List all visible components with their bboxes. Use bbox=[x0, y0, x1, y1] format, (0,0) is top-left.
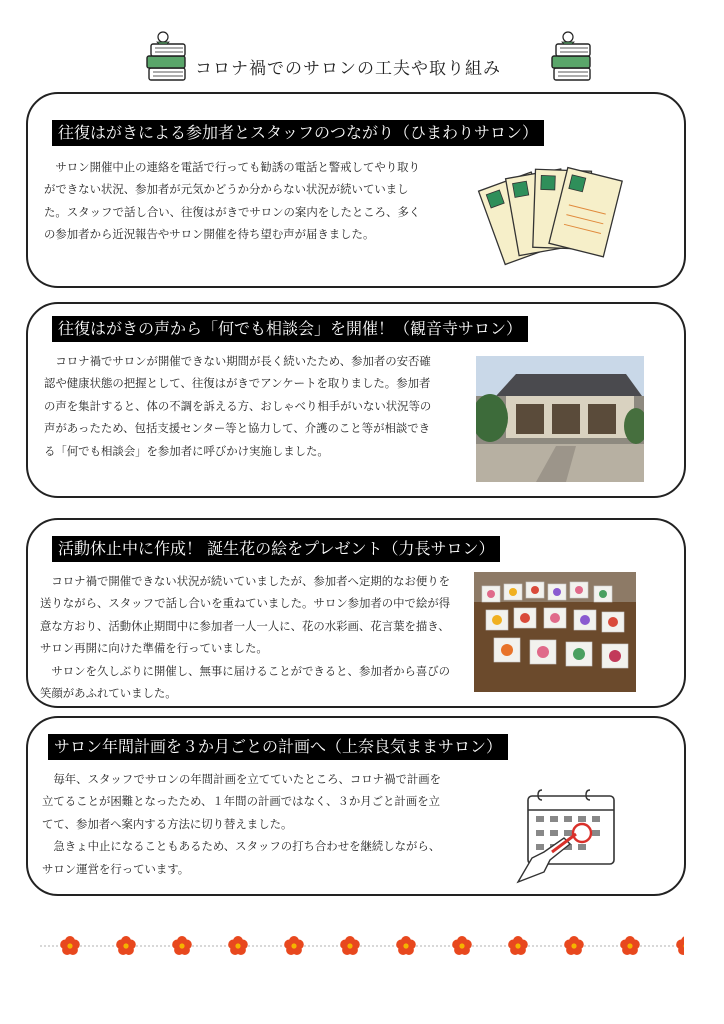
flower-icon bbox=[396, 936, 416, 955]
section-paragraph: 毎年、スタッフでサロンの年間計画を立てていたところ、コロナ禍で計画を立てることが困難となったため、１年間の計画ではなく、３か月ごと計画を立てて、参加者へ案内する方法に切り替えました。 bbox=[42, 772, 442, 831]
flower-icon bbox=[228, 936, 248, 955]
section-paragraph: コロナ禍で開催できない状況が続いていましたが、参加者へ定期的なお便りを送りながら、スタッフで話し合いを重ねていました。サロン参加者の中で絵が得意な方おり、活動休止期間中に参加者一人一人に、花の水彩画、花言葉を描き、サロン再開に向けた準備を行っていました。 bbox=[40, 574, 451, 656]
flower-icon bbox=[60, 936, 80, 955]
section-title: サロン年間計画を３か月ごとの計画へ（上奈良気ままサロン） bbox=[48, 734, 508, 760]
section-title: 活動休止中に作成！ 誕生花の絵をプレゼント（力長サロン） bbox=[52, 536, 500, 562]
postcards-icon bbox=[476, 158, 626, 268]
section-body bbox=[42, 768, 446, 880]
section-card-kannonji bbox=[26, 302, 686, 498]
section-card-kaminara bbox=[26, 716, 686, 896]
section-paragraph: 急きょ中止になることもあるため、スタッフの打ち合わせを継続しながら、サロン運営を行っています。 bbox=[42, 839, 441, 876]
section-title: 往復はがきによる参加者とスタッフのつながり（ひまわりサロン） bbox=[52, 120, 544, 146]
section-title: 往復はがきの声から「何でも相談会」を開催！（観音寺サロン） bbox=[52, 316, 528, 342]
temple-photo bbox=[476, 356, 644, 482]
section-card-rikinaga bbox=[26, 518, 686, 708]
flower-icon bbox=[676, 936, 684, 955]
book-stack-right-icon bbox=[548, 28, 596, 84]
flower-paintings-photo bbox=[474, 572, 636, 692]
flower-icon bbox=[564, 936, 584, 955]
page-title: コロナ禍でのサロンの工夫や取り組み bbox=[195, 59, 501, 79]
section-card-himawari bbox=[26, 92, 686, 288]
section-body bbox=[44, 156, 424, 246]
flower-icon bbox=[172, 936, 192, 955]
flower-icon bbox=[508, 936, 528, 955]
section-body bbox=[40, 570, 456, 704]
book-stack-left-icon bbox=[143, 28, 191, 84]
section-body bbox=[44, 350, 438, 462]
calendar-icon bbox=[498, 786, 626, 886]
flower-icon bbox=[116, 936, 136, 955]
flower-icon bbox=[620, 936, 640, 955]
section-paragraph: コロナ禍でサロンが開催できない期間が長く続いたため、参加者の安否確認や健康状態の把握として、往復はがきでアンケートを取りました。参加者の声を集計すると、体の不調を訴える方、おしゃべり相手がいない状況等の声があったため、包括支援センター等と協力して、介護のこと等が相談できる「何でも相談会」を参加者に呼びかけ実施しました。 bbox=[44, 354, 432, 458]
section-paragraph: サロンを久しぶりに開催し、無事に届けることができると、参加者から喜びの笑顔があふれていました。 bbox=[40, 663, 451, 701]
flower-garland bbox=[40, 930, 684, 960]
flower-icon bbox=[284, 936, 304, 955]
flower-icon bbox=[340, 936, 360, 955]
flower-icon bbox=[452, 936, 472, 955]
section-paragraph: サロン開催中止の連絡を電話で行っても勧誘の電話と警戒してやり取りができない状況、参加者が元気かどうか分からない状況が続いていました。スタッフで話し合い、往復はがきでサロンの案内をしたところ、多くの参加者から近況報告やサロン開催を待ち望む声が届きました。 bbox=[44, 160, 421, 242]
